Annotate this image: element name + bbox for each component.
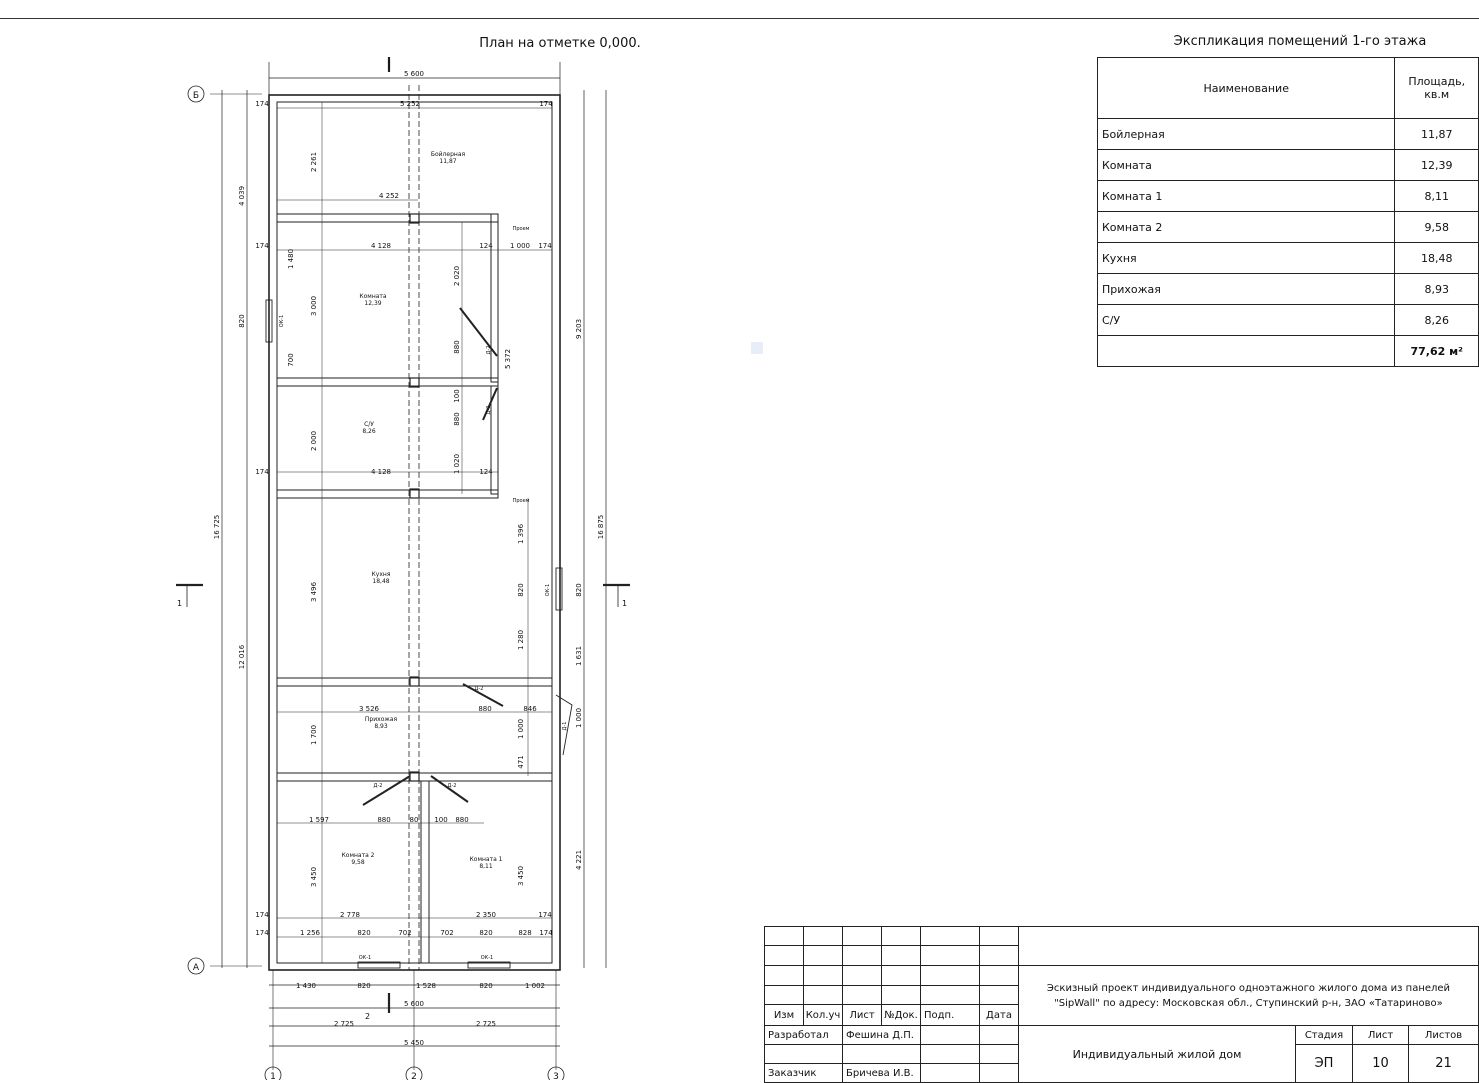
dim-wc-width: 4 128 — [370, 468, 392, 476]
dim-out-2725a: 2 725 — [333, 1020, 355, 1028]
axis-label-b: Б — [192, 91, 200, 101]
stamp-col-sign: Подп. — [920, 1004, 980, 1026]
door-tag-br2: Д-2 — [373, 783, 383, 789]
dim-out-5450: 5 450 — [403, 1039, 425, 1047]
axis-label-a: А — [192, 963, 200, 973]
dim-kitchen-h: 3 496 — [310, 581, 318, 603]
stamp-sheets-label: Листов — [1408, 1025, 1479, 1045]
dim-top-wall-left: 174 — [255, 100, 269, 108]
dim-passage: 1 000 — [509, 242, 531, 250]
dim-room-h1: 1 480 — [287, 248, 295, 270]
dim-br-h: 3 450 — [310, 866, 318, 888]
dim-hall-door: 880 — [478, 705, 492, 713]
row-area: 8,11 — [1395, 181, 1479, 212]
dim-wc-h: 2 000 — [310, 430, 318, 452]
stamp-stage-label: Стадия — [1295, 1025, 1353, 1045]
dim-out-1002: 1 002 — [524, 982, 546, 990]
stamp-stage: ЭП — [1295, 1044, 1353, 1083]
dim-left-lower: 12 016 — [238, 644, 246, 670]
dim-bot-702a: 702 — [398, 929, 412, 937]
axis-label-2: 2 — [411, 1072, 417, 1080]
dim-top-total: 5 600 — [403, 70, 425, 78]
room-area-kitchen: 18,48 — [372, 578, 390, 585]
row-area: 8,26 — [1395, 305, 1479, 336]
door-bedroom2 — [363, 776, 410, 805]
total-area: 77,62 м² — [1395, 336, 1479, 367]
dim-br-2350: 2 350 — [475, 911, 497, 919]
dim-bot-174: 174 — [539, 929, 553, 937]
dim-br-1597: 1 597 — [308, 816, 330, 824]
dim-hall-r2: 471 — [517, 755, 525, 769]
stamp-col-date: Дата — [979, 1004, 1019, 1026]
dim-room-door-a: 2 020 — [453, 265, 461, 287]
dim-br-100: 100 — [434, 816, 448, 824]
dim-top-wall-right: 174 — [539, 100, 553, 108]
wall-boiler — [277, 214, 498, 222]
dim-left-window: 820 — [238, 314, 246, 328]
table-row — [1098, 212, 1479, 243]
dim-kitchen-right: 5 372 — [504, 348, 512, 370]
table-row — [1098, 150, 1479, 181]
dim-out-1430: 1 430 — [295, 982, 317, 990]
room-name-bedroom2: Комната 2 — [341, 852, 375, 859]
dim-bot-820a: 820 — [357, 929, 371, 937]
wall-bedrooms — [421, 781, 429, 963]
stamp-project: Эскизный проект индивидуального одноэтажного жилого дома из панелей "SipWall" по адресу: Московская обл., Ступинский р-н, ЗАО «Татариново» — [1018, 965, 1479, 1026]
window-tag-right: ОК-1 — [545, 583, 551, 597]
stamp-sheet: 10 — [1352, 1044, 1409, 1083]
wall-kitchen-hall — [277, 678, 552, 686]
cut-label-top: I — [387, 58, 391, 72]
dim-right-door: 1 000 — [575, 707, 583, 729]
room-name-wc: С/У — [364, 421, 374, 428]
dim-kitchen-r3: 1 280 — [517, 629, 525, 651]
dim-top-inner: 5 252 — [399, 100, 421, 108]
section-label-bottom: 2 — [365, 1012, 371, 1021]
stamp-col-doc: №Док. — [881, 1004, 921, 1026]
window-tag-br: ОК-1 — [480, 955, 494, 961]
dim-out-2725b: 2 725 — [475, 1020, 497, 1028]
room-area-bedroom2: 9,58 — [351, 859, 365, 866]
room-name-room: Комната — [359, 293, 387, 300]
row-name: Комната 2 — [1098, 212, 1395, 243]
dim-br-880b: 880 — [455, 816, 469, 824]
row-area: 18,48 — [1395, 243, 1479, 274]
table-row — [1098, 305, 1479, 336]
dim-br-2778: 2 778 — [339, 911, 361, 919]
row-area: 9,58 — [1395, 212, 1479, 243]
row-name: Кухня — [1098, 243, 1395, 274]
dim-wc-wall: 174 — [255, 468, 269, 476]
axis-label-1: 1 — [270, 1072, 276, 1080]
door-tag-entry: Д-1 — [562, 721, 568, 731]
dim-bot-820b: 820 — [479, 929, 493, 937]
dim-room-door-d: 880 — [453, 412, 461, 426]
wall-room-right — [491, 214, 498, 382]
dim-br-880a: 880 — [377, 816, 391, 824]
dim-room-width: 4 128 — [370, 242, 392, 250]
row-name: Бойлерная — [1098, 119, 1395, 150]
dim-kitchen-r1: 1 396 — [517, 523, 525, 545]
dim-passage-wall: 174 — [538, 242, 552, 250]
dim-boiler-h: 2 261 — [310, 151, 318, 173]
room-area-bedroom1: 8,11 — [479, 863, 493, 870]
dim-right-mid: 1 631 — [575, 645, 583, 667]
room-name-hall: Прихожая — [364, 716, 398, 723]
dim-left-upper: 4 039 — [238, 185, 246, 207]
stamp-developed-name: Фешина Д.П. — [842, 1025, 921, 1045]
stamp-client-name: Бричева И.В. — [842, 1063, 921, 1083]
dim-bot-1256: 1 256 — [299, 929, 321, 937]
dim-right-upper: 9 203 — [575, 318, 583, 340]
dim-br-wall-right: 174 — [538, 911, 552, 919]
title-block — [764, 926, 1479, 1080]
dim-room-door-e: 1 020 — [453, 453, 461, 475]
stamp-col-izm: Изм — [764, 1004, 804, 1026]
row-name: Комната 1 — [1098, 181, 1395, 212]
dim-right-total: 16 875 — [597, 514, 605, 540]
dim-room-h2: 3 000 — [310, 295, 318, 317]
outer-wall-inner — [277, 102, 552, 963]
wall-hall-bedrooms — [277, 773, 552, 781]
door-tag-br1: Д-2 — [447, 783, 457, 789]
stamp-col-list: Лист — [842, 1004, 882, 1026]
door-bedroom1 — [431, 776, 468, 802]
dim-boiler-wall: 174 — [255, 242, 269, 250]
dim-hall-846: 846 — [523, 705, 537, 713]
label-passage-1: Проем — [512, 226, 530, 232]
stamp-col-koluch: Кол.уч — [803, 1004, 843, 1026]
dim-room-wall: 124 — [479, 242, 493, 250]
window-tag-left: ОК-1 — [279, 314, 285, 328]
room-area-room: 12,39 — [364, 300, 382, 307]
dim-right-lower: 4 221 — [575, 849, 583, 871]
explication-title: Экспликация помещений 1-го этажа — [1173, 34, 1427, 49]
dim-bot-828: 828 — [518, 929, 532, 937]
row-area: 11,87 — [1395, 119, 1479, 150]
wall-wc-right — [491, 386, 498, 494]
wall-wc-kitchen — [277, 490, 498, 498]
dim-hall-r: 1 000 — [517, 718, 525, 740]
stamp-sheets: 21 — [1408, 1044, 1479, 1083]
total-row — [1098, 336, 1479, 367]
stamp-object: Индивидуальный жилой дом — [1018, 1025, 1296, 1083]
header-name: Наименование — [1098, 58, 1395, 119]
dim-right-window: 820 — [575, 583, 583, 597]
dim-out-1528: 1 528 — [415, 982, 437, 990]
section-label-left: 1 — [177, 599, 183, 608]
row-area: 12,39 — [1395, 150, 1479, 181]
header-area: Площадь, кв.м — [1395, 58, 1479, 119]
dim-bot-wall-left: 174 — [255, 929, 269, 937]
dim-mid-wall: 4 252 — [378, 192, 400, 200]
table-row — [1098, 243, 1479, 274]
door-tag-hall: Д-2 — [474, 686, 484, 692]
table-row — [1098, 274, 1479, 305]
room-area-hall: 8,93 — [374, 723, 388, 730]
room-name-bedroom1: Комната 1 — [469, 856, 503, 863]
dim-left-total: 16 725 — [213, 514, 221, 540]
dim-br-h2: 3 450 — [517, 865, 525, 887]
row-name: С/У — [1098, 305, 1395, 336]
dim-room-door-b: 880 — [453, 340, 461, 354]
label-passage-2: Проем — [512, 498, 530, 504]
window-right — [556, 568, 562, 610]
dim-hall-h: 1 700 — [310, 724, 318, 746]
row-name: Комната — [1098, 150, 1395, 181]
room-area-boiler: 11,87 — [439, 158, 457, 165]
row-area: 8,93 — [1395, 274, 1479, 305]
dim-wc-right: 124 — [479, 468, 493, 476]
stamp-client-label: Заказчик — [764, 1063, 843, 1083]
room-name-kitchen: Кухня — [371, 571, 391, 578]
dim-room-h3: 700 — [287, 353, 295, 367]
explication-header-row — [1098, 58, 1479, 119]
dim-hall-w: 3 526 — [358, 705, 380, 713]
dim-bot-702b: 702 — [440, 929, 454, 937]
row-name: Прихожая — [1098, 274, 1395, 305]
explication-table — [1097, 57, 1479, 367]
door-tag-wc: Д-2 — [486, 405, 492, 415]
dim-out-820b: 820 — [479, 982, 493, 990]
stamp-sheet-label: Лист — [1352, 1025, 1409, 1045]
dim-out-820a: 820 — [357, 982, 371, 990]
stamp-developed-label: Разработал — [764, 1025, 843, 1045]
dim-room-door-c: 100 — [453, 389, 461, 403]
window-tag-bl: ОК-1 — [358, 955, 372, 961]
plan-title: План на отметке 0,000. — [479, 36, 641, 51]
table-row — [1098, 181, 1479, 212]
axis-label-3: 3 — [553, 1072, 559, 1080]
table-row — [1098, 119, 1479, 150]
door-tag-room: Д-2 — [486, 345, 492, 355]
dim-kitchen-r2: 820 — [517, 583, 525, 597]
room-area-wc: 8,26 — [362, 428, 376, 435]
dim-br-80: 80 — [409, 816, 419, 824]
dim-out-5600: 5 600 — [403, 1000, 425, 1008]
dim-br-wall-left: 174 — [255, 911, 269, 919]
section-label-right: 1 — [622, 599, 628, 608]
wall-room-wc — [277, 378, 498, 386]
room-name-boiler: Бойлерная — [430, 151, 466, 158]
